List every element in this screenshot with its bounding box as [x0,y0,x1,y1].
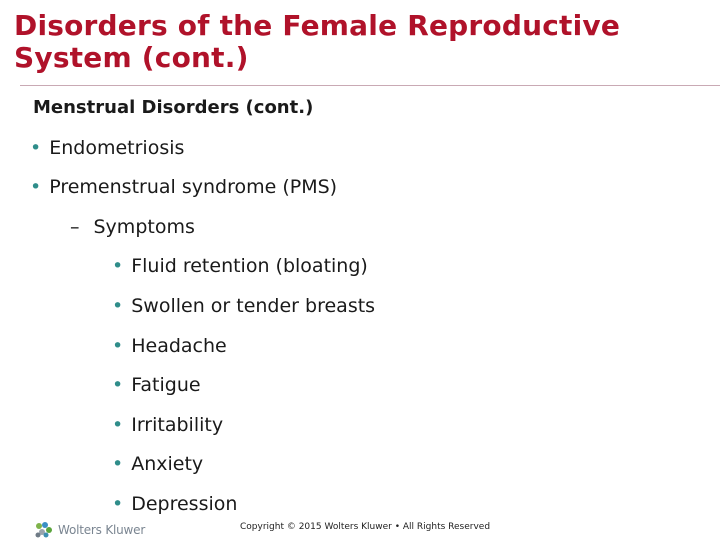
bullet-marker: • [30,176,42,198]
sub-sub-bullet-item [112,334,227,358]
bullet-marker: • [112,295,124,317]
sub-sub-bullet-item [112,413,223,437]
slide-title: Disorders of the Female Reproductive System (cont.) [14,9,621,74]
dash-marker: – [70,216,80,238]
bullet-text: Fatigue [131,374,201,396]
wolters-kluwer-logo [34,520,145,540]
sub-sub-bullet-item [112,373,201,397]
bullet-text: Premenstrual syndrome (PMS) [49,176,338,198]
bullet-item [30,136,184,160]
logo-text: Wolters Kluwer [58,523,146,537]
slide-subtitle: Menstrual Disorders (cont.) [33,97,314,118]
wolters-kluwer-logo-icon [34,521,54,539]
sub-bullet-item [70,215,195,239]
bullet-marker: • [112,255,124,277]
bullet-text: Irritability [131,414,224,436]
sub-sub-bullet-item [112,254,368,278]
bullet-marker: • [112,414,124,436]
bullet-text: Anxiety [131,453,204,475]
sub-sub-bullet-item [112,294,375,318]
bullet-text: Swollen or tender breasts [131,295,376,317]
bullet-marker: • [112,374,124,396]
bullet-marker: • [112,335,124,357]
bullet-text: Fluid retention (bloating) [131,255,368,277]
copyright-notice: Copyright © 2015 Wolters Kluwer • All Rights Reserved [240,522,491,532]
bullet-text: Headache [131,335,227,357]
bullet-text: Symptoms [93,216,195,238]
bullet-marker: • [112,493,124,515]
bullet-text: Depression [131,493,238,515]
bullet-item [30,175,337,199]
bullet-marker: • [112,453,124,475]
bullet-text: Endometriosis [49,137,185,159]
sub-sub-bullet-item [112,452,203,476]
bullet-marker: • [30,137,42,159]
title-divider [20,85,720,86]
sub-sub-bullet-item [112,492,237,516]
